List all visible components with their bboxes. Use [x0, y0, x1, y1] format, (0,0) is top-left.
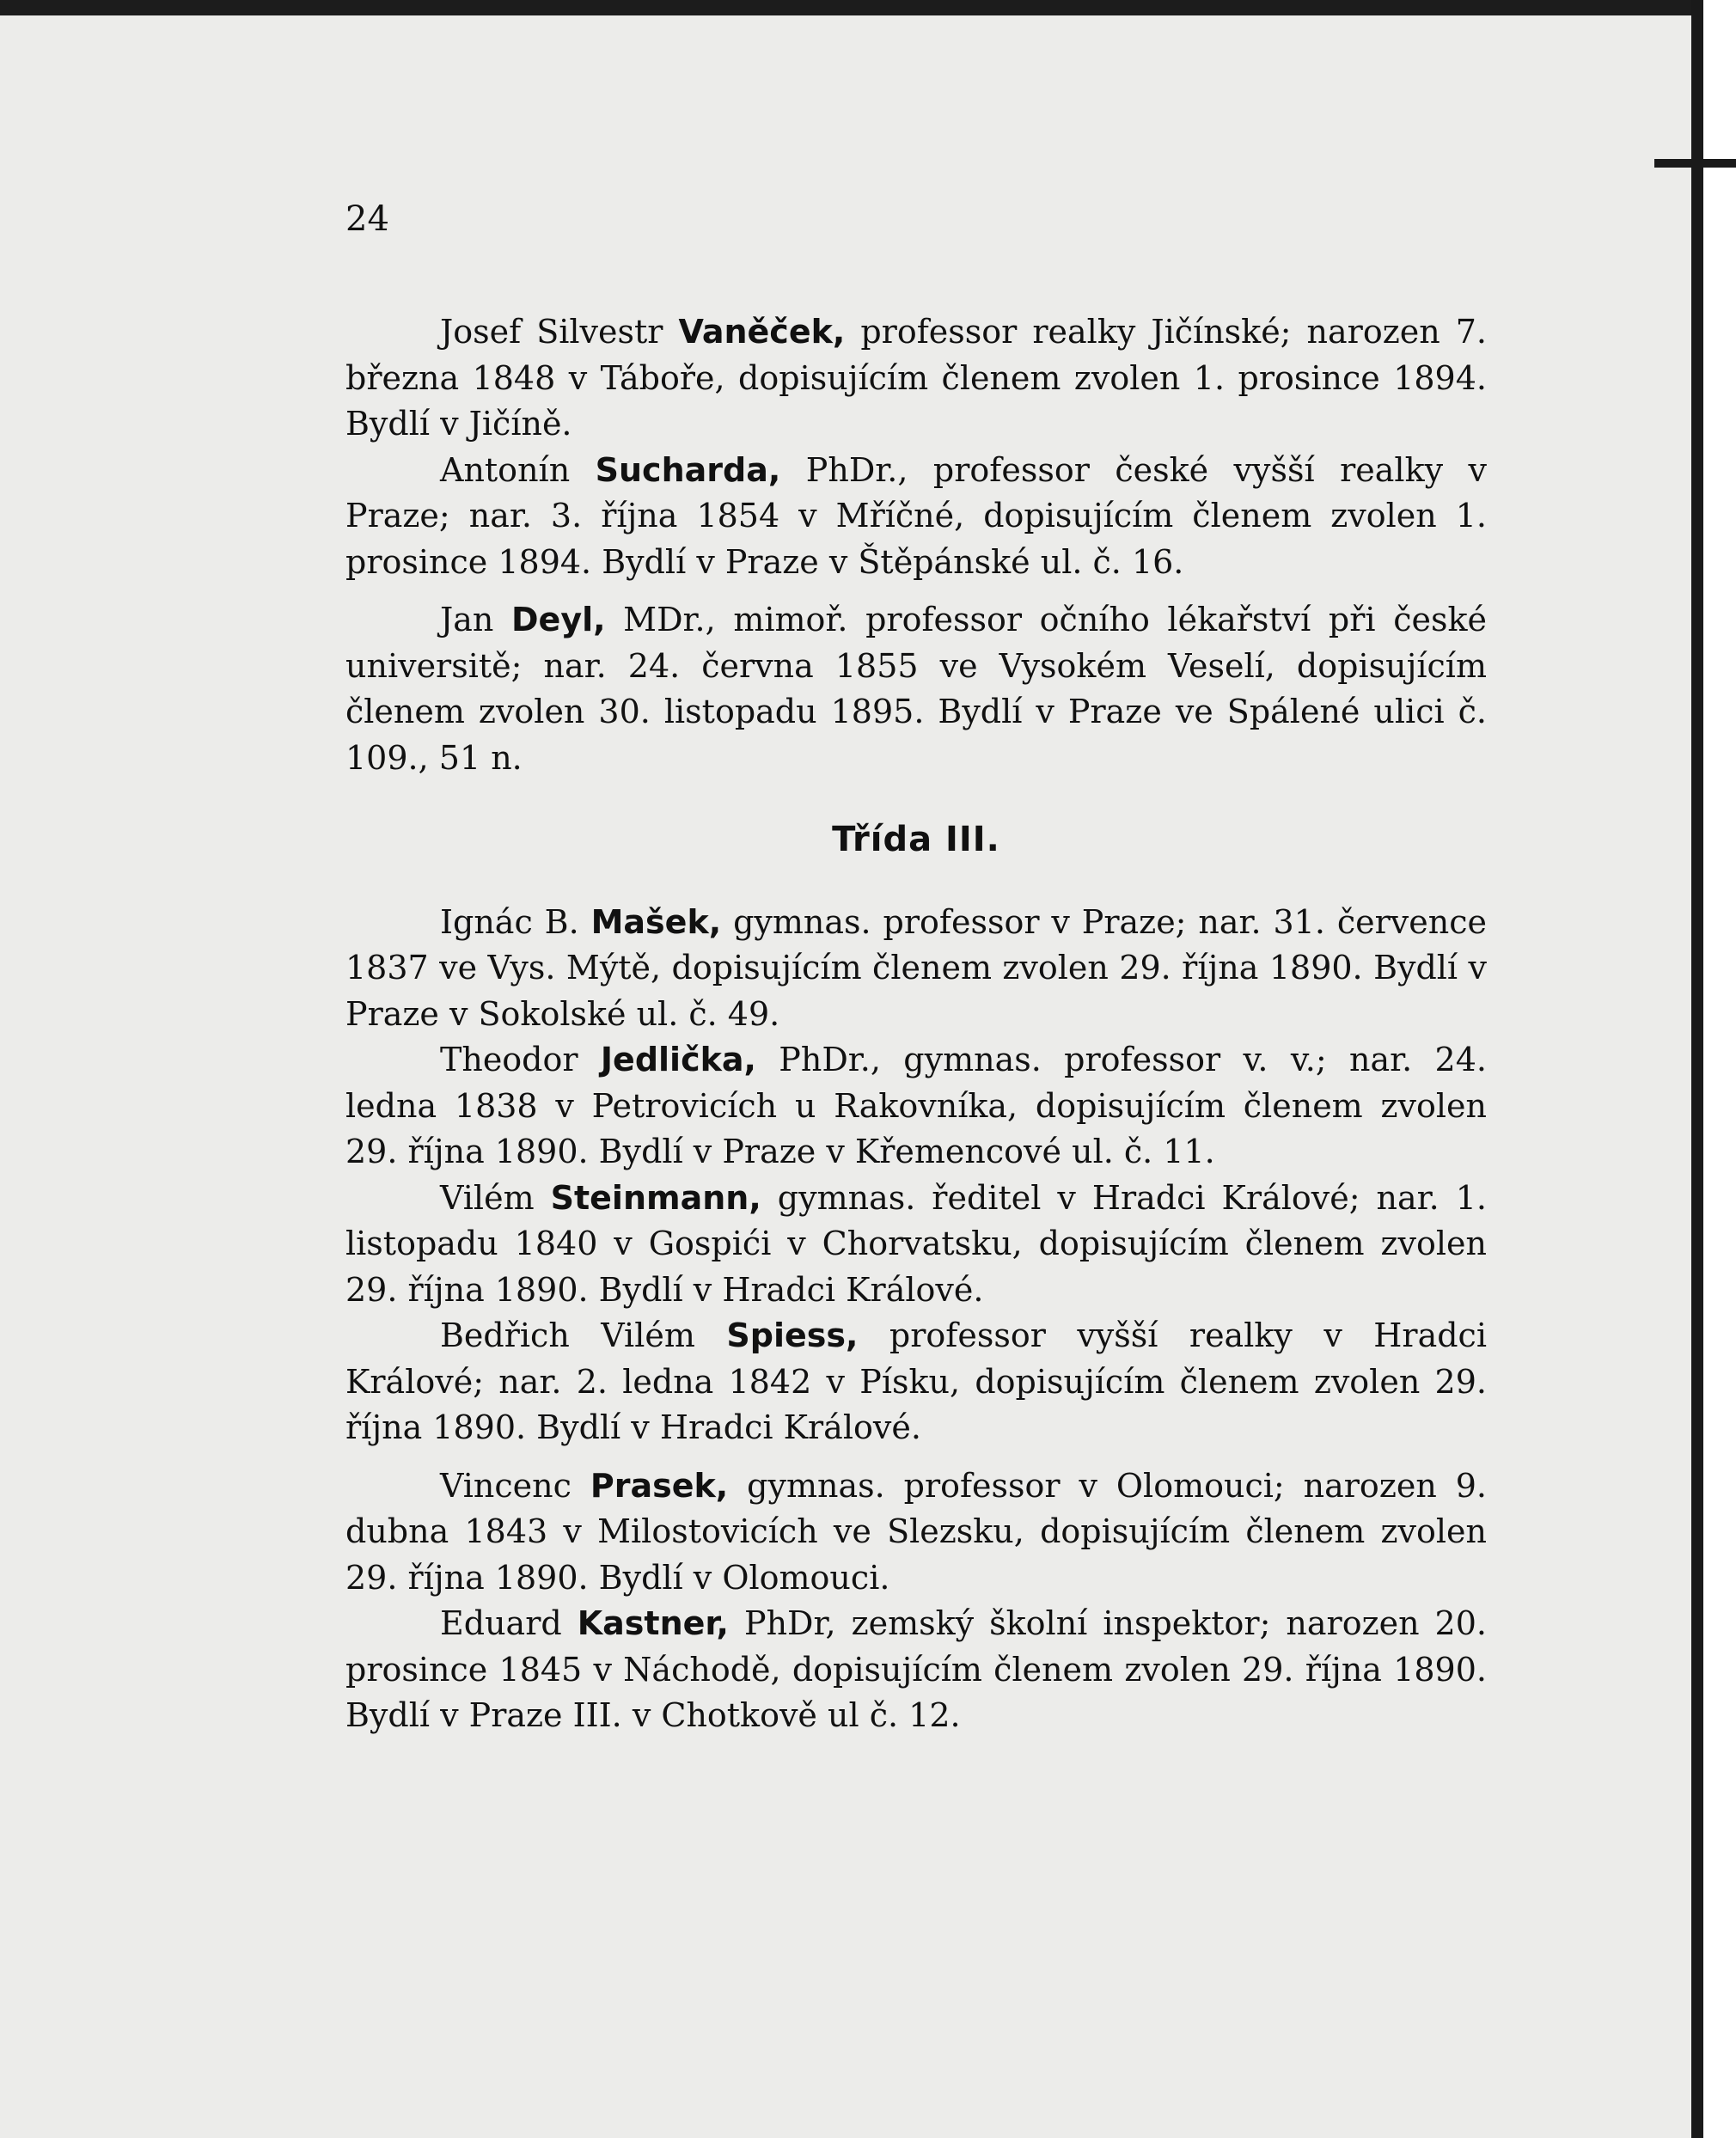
member-surname: Sucharda,	[595, 450, 781, 489]
member-given-name: Vilém	[440, 1178, 535, 1217]
member-surname: Steinmann,	[550, 1178, 761, 1217]
member-surname: Prasek,	[590, 1466, 729, 1505]
member-entry	[345, 900, 1487, 1038]
member-details: PhDr., professor české vyšší realky v Praze; nar. 3. října 1854 v Mříčné, dopisujícím členem zvolen 1. prosince 1894. Bydlí v Praze v Štěpánské ul. č. 16.	[345, 450, 1487, 581]
member-entry	[345, 1176, 1487, 1314]
member-entry	[345, 309, 1487, 448]
member-details: gymnas. professor v Olomouci; narozen 9. dubna 1843 v Milostovicích ve Slezsku, dopisujícím členem zvolen 29. října 1890. Bydlí v Olomouci.	[345, 1466, 1487, 1597]
binding-mark	[1654, 159, 1736, 168]
member-details: gymnas. ředitel v Hradci Králové; nar. 1. listopadu 1840 v Gospići v Chorvatsku, dopisujícím členem zvolen 29. října 1890. Bydlí v Hradci Králové.	[345, 1178, 1487, 1309]
section-heading: Třída III.	[832, 820, 1000, 859]
member-given-name: Antonín	[440, 450, 571, 489]
member-given-name: Bedřich Vilém	[440, 1316, 695, 1354]
member-entry	[345, 1463, 1487, 1602]
member-details: gymnas. professor v Praze; nar. 31. července 1837 ve Vys. Mýtě, dopisujícím členem zvolen 29. října 1890. Bydlí v Praze v Sokolské ul. č. 49.	[345, 902, 1487, 1033]
scan-top-edge	[0, 0, 1697, 15]
member-details: MDr., mimoř. professor očního lékařství při české universitě; nar. 24. června 1855 ve Vysokém Veselí, dopisujícím členem zvolen 30. listopadu 1895. Bydlí v Praze ve Spálené ulici č. 109., 51 n.	[345, 601, 1487, 777]
member-surname: Mašek,	[590, 902, 722, 941]
page-binding-edge	[1691, 0, 1703, 2138]
member-surname: Spiess,	[726, 1316, 859, 1354]
member-details: professor vyšší realky v Hradci Králové; nar. 2. ledna 1842 v Písku, dopisujícím členem zvolen 29. října 1890. Bydlí v Hradci Králové.	[345, 1316, 1487, 1446]
member-surname: Deyl,	[511, 601, 606, 638]
member-surname: Jedlička,	[600, 1041, 756, 1078]
member-given-name: Vincenc	[440, 1466, 572, 1505]
member-entry	[345, 1037, 1487, 1176]
member-entry	[345, 597, 1487, 781]
member-given-name: Theodor	[440, 1041, 578, 1078]
member-surname: Kastner,	[577, 1604, 729, 1642]
member-given-name: Eduard	[440, 1604, 562, 1642]
member-entry	[345, 1313, 1487, 1451]
member-surname: Vaněček,	[678, 313, 846, 351]
member-entry	[345, 448, 1487, 586]
member-details: PhDr, zemský školní inspektor; narozen 20. prosince 1845 v Náchodě, dopisujícím členem zvolen 29. října 1890. Bydlí v Praze III. v Chotkově ul č. 12.	[345, 1604, 1487, 1734]
member-given-name: Josef Silvestr	[440, 313, 663, 351]
member-list	[345, 309, 1487, 1739]
member-details: PhDr., gymnas. professor v. v.; nar. 24. ledna 1838 v Petrovicích u Rakovníka, dopisujícím členem zvolen 29. října 1890. Bydlí v Praze v Křemencové ul. č. 11.	[345, 1041, 1487, 1170]
member-given-name: Ignác B.	[440, 902, 579, 941]
member-given-name: Jan	[440, 601, 494, 638]
member-entry	[345, 1601, 1487, 1739]
page-number: 24	[345, 199, 389, 239]
member-details: professor realky Jičínské; narozen 7. března 1848 v Táboře, dopisujícím členem zvolen 1. prosince 1894. Bydlí v Jičíně.	[345, 313, 1487, 443]
